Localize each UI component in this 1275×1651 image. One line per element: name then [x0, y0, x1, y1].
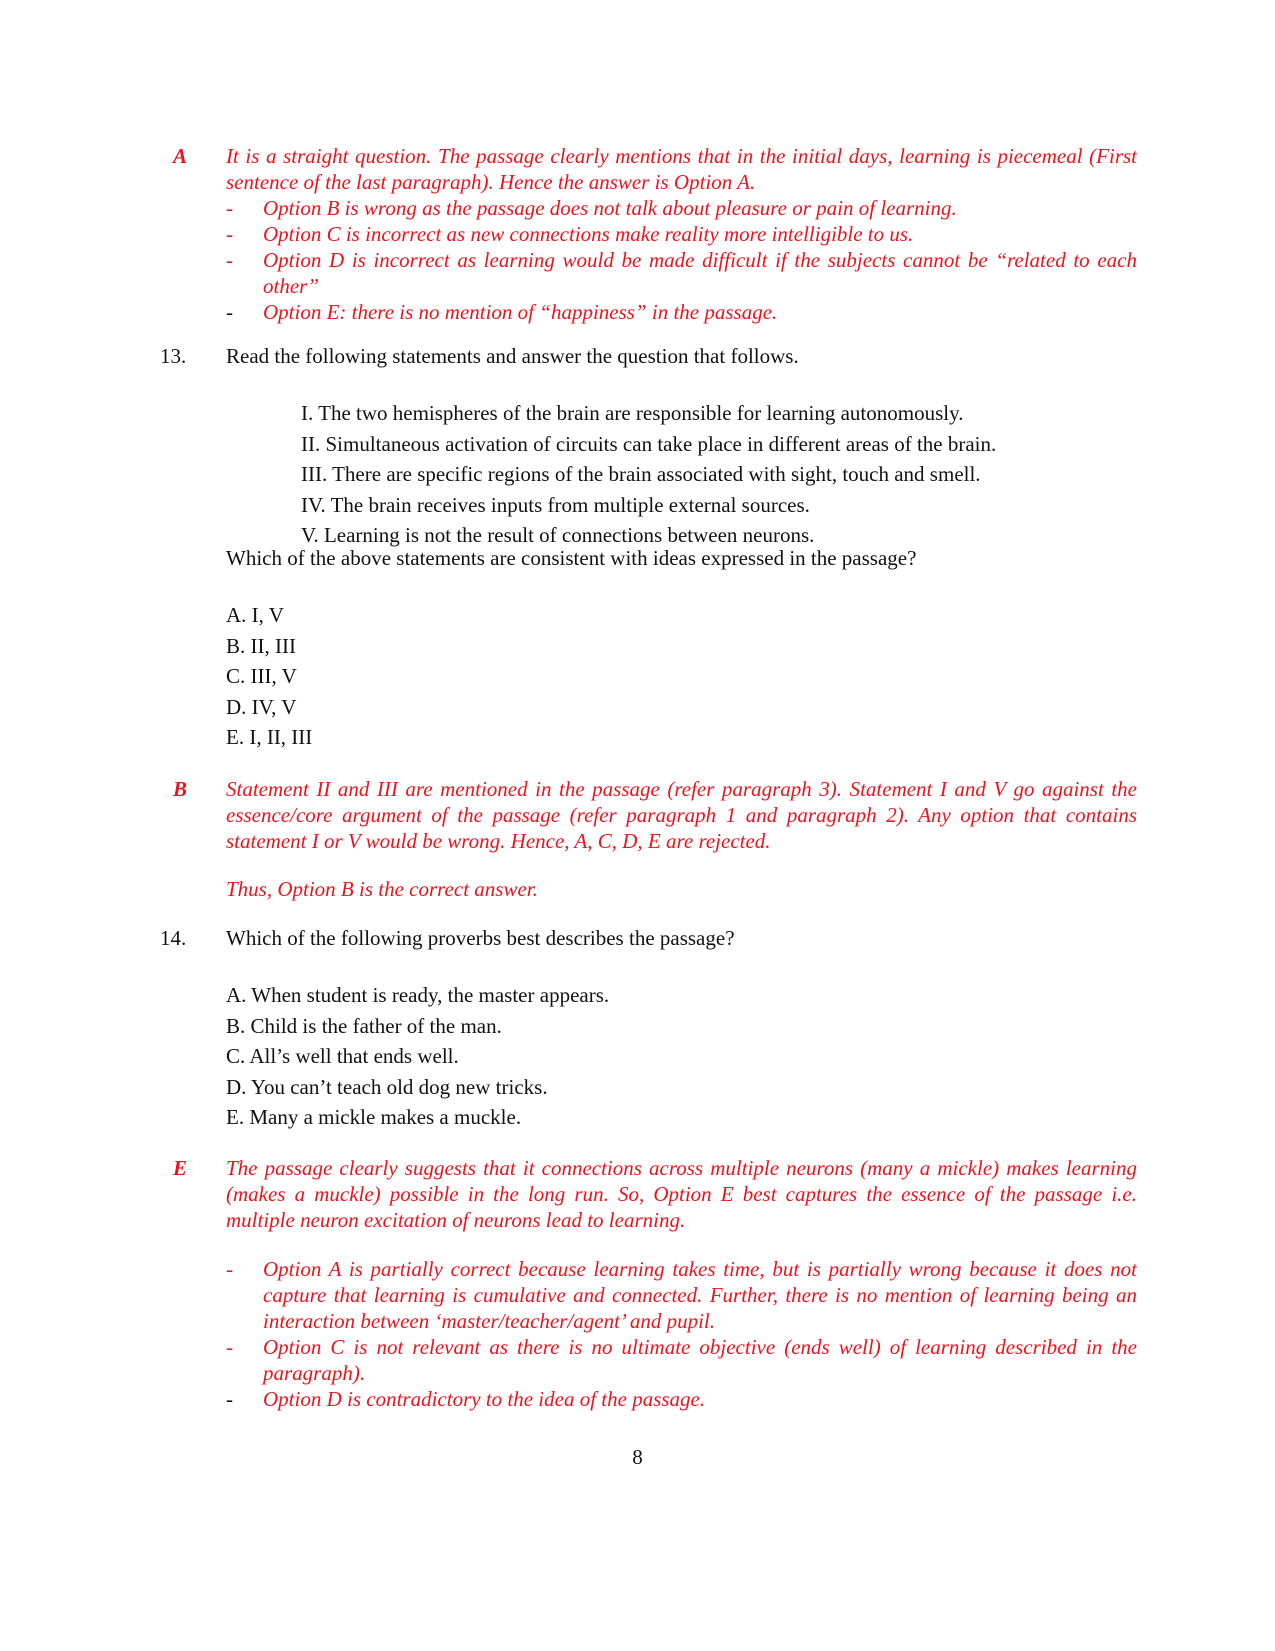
q13-answer-conclusion — [0, 876, 1275, 902]
bullet-text: Option C is not relevant as there is no ultimate objective (ends well) of learning described in the paragraph). — [263, 1335, 1137, 1385]
q13-question — [0, 545, 1275, 571]
bullet-text: Option D is contradictory to the idea of the passage. — [263, 1387, 706, 1411]
bullet-dash: - — [226, 248, 233, 272]
page-number: 8 — [632, 1445, 643, 1469]
question-number: 13. — [160, 344, 187, 368]
option-item: C. III, V — [226, 664, 297, 688]
bullet-item — [0, 195, 1275, 221]
answer-conclusion: Thus, Option B is the correct answer. — [226, 877, 538, 901]
statement-item: IV. The brain receives inputs from multiple external sources. — [301, 492, 810, 517]
question-number: 14. — [160, 926, 187, 950]
option-item: B. Child is the father of the man. — [226, 1013, 502, 1038]
bullet-dash: - — [226, 1335, 233, 1359]
answer-explanation: It is a straight question. The passage clearly mentions that in the initial days, learning is piecemeal (First sentence of the last paragraph). Hence the answer is Option A. — [226, 144, 1137, 194]
option-item: B. II, III — [226, 633, 296, 658]
bullet-dash: - — [226, 222, 233, 246]
option-item: C. All’s well that ends well. — [226, 1044, 459, 1068]
q13-answer-block — [0, 776, 1275, 854]
bullet-dash: - — [226, 1387, 233, 1411]
bullet-dash: - — [226, 1257, 233, 1281]
q13-options — [0, 600, 1275, 753]
option-item: E. Many a mickle makes a muckle. — [226, 1105, 522, 1129]
statement-item: V. Learning is not the result of connections between neurons. — [301, 523, 815, 547]
option-item: D. IV, V — [226, 694, 297, 719]
answer-letter: A — [173, 144, 188, 168]
option-item: E. I, II, III — [226, 725, 313, 749]
q14-answer-bullets — [0, 1256, 1275, 1412]
q12-answer-block — [0, 143, 1275, 325]
q14-options — [0, 980, 1275, 1133]
bullet-text: Option C is incorrect as new connections make reality more intelligible to us. — [263, 222, 914, 246]
option-item: A. I, V — [226, 603, 284, 627]
q14-answer-block — [0, 1155, 1275, 1233]
bullet-text: Option E: there is no mention of “happiness” in the passage. — [263, 300, 778, 324]
answer-explanation: The passage clearly suggests that it connections across multiple neurons (many a mickle) makes learning (makes a muckle) possible in the long run. So, Option E best captures the essence of the passage i.e. multiple neuron excitation of neurons lead to learning. — [226, 1156, 1137, 1232]
answer-letter: E — [173, 1156, 188, 1180]
question-13 — [0, 343, 1275, 369]
bullet-item — [0, 221, 1275, 247]
bullet-text: Option B is wrong as the passage does not talk about pleasure or pain of learning. — [263, 196, 957, 220]
bullet-item — [0, 299, 1275, 325]
statement-item: I. The two hemispheres of the brain are responsible for learning autonomously. — [301, 401, 964, 425]
answer-letter: B — [173, 777, 188, 801]
bullet-dash: - — [226, 300, 233, 324]
statement-item: III. There are specific regions of the brain associated with sight, touch and smell. — [301, 462, 981, 486]
q13-statements — [0, 398, 1275, 551]
question-14 — [0, 925, 1275, 951]
bullet-item — [0, 1386, 1275, 1412]
statement-item: II. Simultaneous activation of circuits can take place in different areas of the brain. — [301, 431, 997, 456]
answer-explanation: Statement II and III are mentioned in the passage (refer paragraph 3). Statement I and V go against the essence/core argument of the passage (refer paragraph 1 and paragraph 2). Any option that contains statement I or V would be wrong. Hence, A, C, D, E are rejected. — [226, 777, 1137, 853]
option-item: A. When student is ready, the master appears. — [226, 983, 610, 1007]
bullet-text: Option A is partially correct because learning takes time, but is partially wrong because it does not capture that learning is cumulative and connected. Further, there is no mention of learning being an interaction between ‘master/teacher/agent’ and pupil. — [263, 1257, 1137, 1333]
bullet-item — [0, 1334, 1275, 1386]
bullet-text: Option D is incorrect as learning would be made difficult if the subjects cannot be “related to each other” — [263, 248, 1137, 298]
option-item: D. You can’t teach old dog new tricks. — [226, 1074, 548, 1099]
bullet-item — [0, 1256, 1275, 1334]
question-text: Which of the above statements are consistent with ideas expressed in the passage? — [226, 546, 917, 570]
bullet-item — [0, 247, 1275, 299]
question-prompt: Read the following statements and answer the question that follows. — [226, 344, 799, 368]
bullet-dash: - — [226, 196, 233, 220]
question-prompt: Which of the following proverbs best describes the passage? — [226, 926, 735, 950]
